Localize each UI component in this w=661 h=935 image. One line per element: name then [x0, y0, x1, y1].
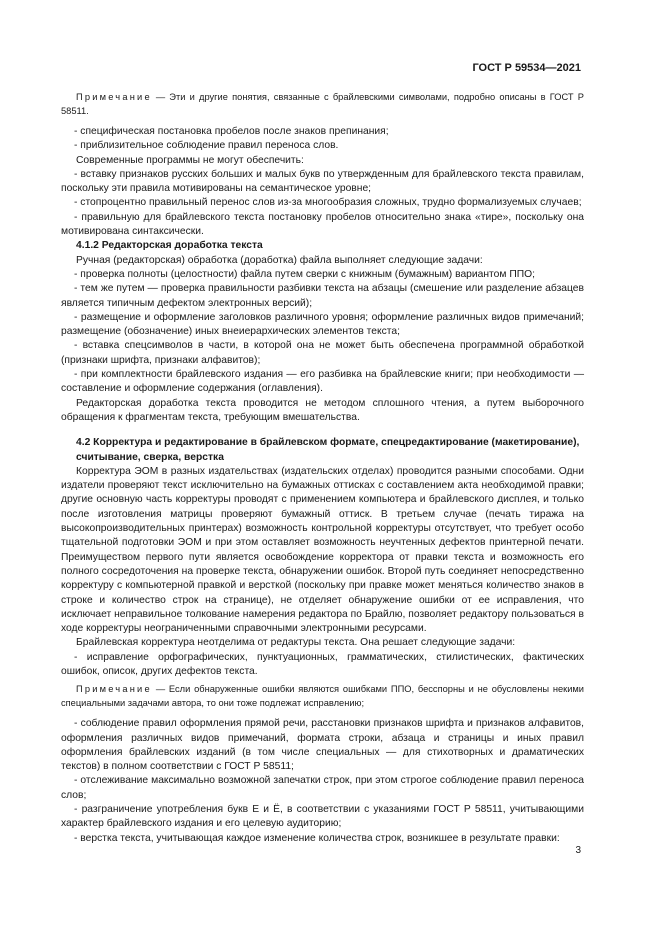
list-item: - при комплектности брайлевского издания — его разбивка на брайлевские книги; при необходимости — составление и оформление содержания (оглавления).: [61, 369, 584, 395]
note-text: — Если обнаруженные ошибки являются ошибками ППО, бесспорны и не обусловлены некими специальными задачами автора, то они тоже подлежат исправлению;: [61, 684, 584, 708]
list-item: - проверка полноты (целостности) файла путем сверки с книжным (бумажным) вариантом ППО;: [74, 268, 535, 280]
list-item: - тем же путем — проверка правильности разбивки текста на абзацы (смешение или разделение абзацев является типичным дефектом электронных версий);: [61, 283, 584, 309]
document-code: ГОСТ Р 59534—2021: [472, 62, 581, 74]
paragraph: Ручная (редакторская) обработка (доработка) файла выполняет следующие задачи:: [76, 254, 483, 266]
list-item: - исправление орфографических, пунктуационных, грамматических, стилистических, фактических ошибок, описок, других дефектов текста.: [61, 651, 584, 677]
list-item: - вставка спецсимволов в части, в которой она не может быть обеспечена программной обработкой (признаки шрифта, признаки алфавитов);: [61, 340, 584, 366]
list-item: - отслеживание максимально возможной запечатки строк, при этом строгое соблюдение правил переноса слов;: [61, 775, 584, 801]
note-text: — Эти и другие понятия, связанные с брайлевскими символами, подробно описаны в ГОСТ Р 58511.: [61, 92, 584, 116]
paragraph: Современные программы не могут обеспечить:: [76, 154, 304, 166]
list-item: - разграничение употребления букв Е и Ё, в соответствии с указаниями ГОСТ Р 58511, учитывающими характер брайлевского издания и его целевую аудиторию;: [61, 804, 584, 830]
note-label: Примечание: [76, 92, 152, 102]
note-2: [61, 683, 584, 710]
note-1: [61, 91, 584, 118]
list-item: - правильную для брайлевского текста постановку пробелов относительно знака «тире», поскольку она мотивирована синтаксически.: [61, 211, 584, 238]
list-item: - специфическая постановка пробелов после знаков препинания;: [74, 126, 389, 137]
list-item: - соблюдение правил оформления прямой речи, расстановки признаков шрифта и признаков алфавитов, оформления различных видов примечаний, формата строки, абзаца и страницы и иных правил оформления брайлевских изданий (в том числе специальных — для стихотворных и драматических текстов) в полном соответствии с ГОСТ Р 58511;: [61, 718, 584, 773]
list-item: - верстка текста, учитывающая каждое изменение количества строк, возникшее в результате правки:: [74, 832, 560, 844]
paragraph: Редакторская доработка текста проводится не методом сплошного чтения, а путем выборочного обращения к фрагментам текста, требующим вмешательства.: [61, 397, 584, 423]
section-heading-4-2: 4.2 Корректура и редактирование в брайлевском формате, спецредактирование (макетирование), считывание, сверка, верстка: [76, 437, 580, 463]
note-label: Примечание: [76, 684, 152, 695]
paragraph: Корректура ЭОМ в разных издательствах (издательских отделах) проводится разными способами. Одни издатели проверяют текст исключительно на бумажных оттисках с составлением акта необходимой правки; другие основную часть корректуры проводят с применением компьютера и брайлевского дисплея, и только после изготовления матрицы проверяют бумажный оттиск. В третьем случае (печать тиража на высокопроизводительных принтерах) возможность контрольной корректуры отсутствует, что требует особо тщательной подготовки ЭОМ и при этом оставляет возможность неучтенных дефектов принтерной печати. Преимуществом первого пути является освобождение корректора от правки текста и возможность его полного сосредоточения на проверке текста, обнаружении ошибок. Второй путь соединяет непосредственно корректуру с компьютерной правкой и версткой (поскольку при правке может меняться количество знаков в строке и количество строк на странице), не отделяет обнаружение ошибки от ее исправления, что исключает неправильное толкование намерения редактора по Брайлю, позволяет редактору пользоваться в ходе корректуры неограниченными справочными электронными ресурсами.: [61, 465, 584, 635]
list-item: - приблизительное соблюдение правил переноса слов.: [74, 140, 339, 152]
page-number: 3: [575, 845, 581, 856]
section-heading-4-1-2: 4.1.2 Редакторская доработка текста: [76, 240, 263, 252]
list-item: - вставку признаков русских больших и малых букв по утвержденным для брайлевского текста правилам, поскольку эти правила мотивированы на семантическое уровне;: [61, 168, 584, 195]
paragraph: Брайлевская корректура неотделима от редактуры текста. Она решает следующие задачи:: [76, 637, 516, 649]
page-body: [61, 87, 584, 846]
list-item: - стопроцентно правильный перенос слов из-за многообразия сложных, трудно формализуемых случаев;: [74, 197, 582, 209]
list-item: - размещение и оформление заголовков различного уровня; оформление различных видов примечаний; размещение (обозначение) иных внеиерархических элементов текста;: [61, 311, 584, 338]
